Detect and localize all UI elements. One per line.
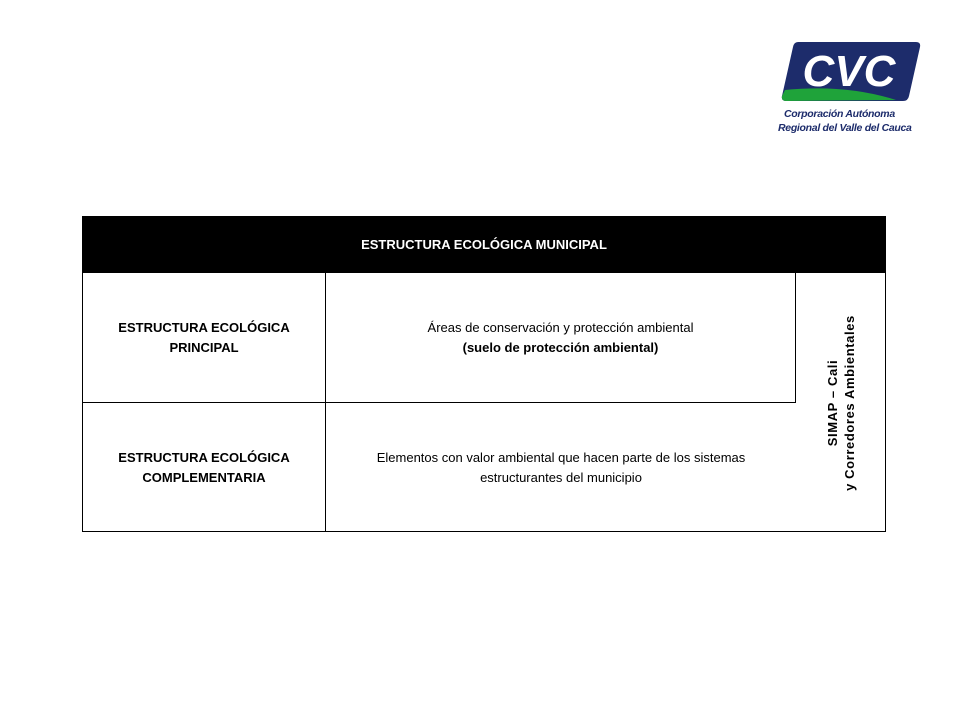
table-header-title: ESTRUCTURA ECOLÓGICA MUNICIPAL <box>361 237 607 252</box>
table-row-2-label <box>83 403 325 532</box>
row-2-desc-line-2: estructurantes del municipio <box>480 469 642 485</box>
table-side-cell <box>796 273 886 532</box>
row-1-label-line-1: ESTRUCTURA ECOLÓGICA <box>118 319 290 335</box>
cvc-logo-acronym: CVC <box>802 47 896 96</box>
row-2-desc-line-1: Elementos con valor ambiental que hacen parte de los sistemas <box>376 449 746 465</box>
cvc-logo <box>776 38 922 142</box>
table-row-1-description <box>326 273 795 402</box>
row-2-label-line-2: COMPLEMENTARIA <box>142 469 266 485</box>
logo-line-2: Regional del Valle del Cauca <box>778 122 912 134</box>
side-line-1: SIMAP – Cali <box>825 359 841 446</box>
table-row-2-description <box>326 403 796 532</box>
logo-line-1: Corporación Autónoma <box>784 108 895 120</box>
ecological-structure-table <box>82 216 886 532</box>
cvc-logo-mark <box>776 38 922 108</box>
side-vertical-label <box>824 315 858 491</box>
table-row-1-label <box>83 273 325 402</box>
row-1-label-line-2: PRINCIPAL <box>169 339 239 355</box>
row-1-desc-line-1: Áreas de conservación y protección ambiental <box>427 319 694 335</box>
row-1-desc-line-2: (suelo de protección ambiental) <box>462 339 659 355</box>
table-header <box>82 216 886 273</box>
row-2-label-line-1: ESTRUCTURA ECOLÓGICA <box>118 449 290 465</box>
side-line-2: y Corredores Ambientales <box>842 314 858 491</box>
